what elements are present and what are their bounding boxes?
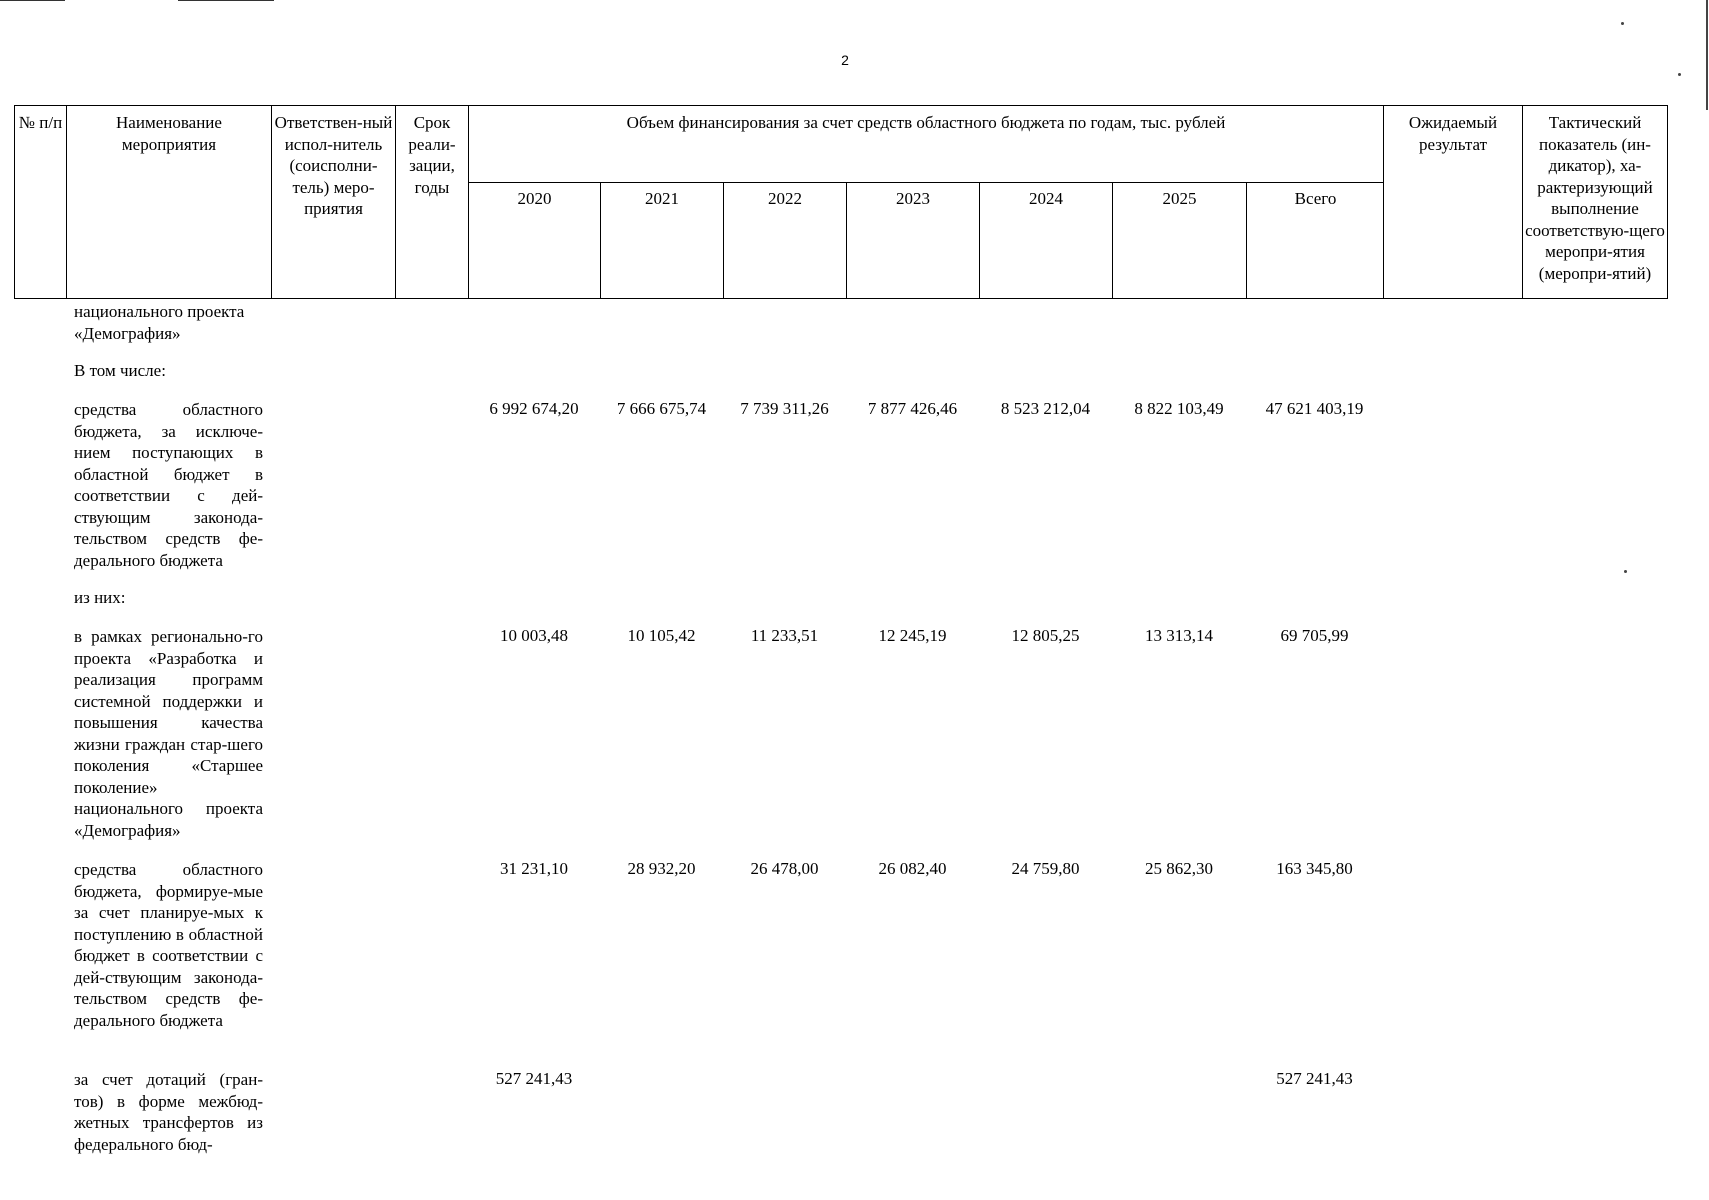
scan-speck [1624, 570, 1627, 573]
value-2024: 12 805,25 [1011, 626, 1080, 645]
row-name: национального проекта «Демография» [74, 302, 245, 343]
row-name: в рамках регионально-го проекта «Разработка и реализация программ системной поддержки и повышения качества жизни граждан стар-шего поколения «Старшее поколение» национального проекта «Демография» [74, 627, 263, 840]
value-total: 47 621 403,19 [1265, 399, 1364, 418]
header-year-2024: 2024 [980, 183, 1113, 298]
header-year-2020: 2020 [469, 183, 601, 298]
header-col-term: Срок реали-зации, годы [396, 106, 469, 298]
header-col-name: Наименование мероприятия [67, 106, 272, 298]
value-total: 163 345,80 [1276, 859, 1353, 878]
row-name: за счет дотаций (гран-тов) в форме межбюд-жетных трансфертов из федерального бюд- [74, 1070, 263, 1154]
value-2025: 25 862,30 [1145, 859, 1213, 878]
row-name: средства областного бюджета, формируе-мые за счет планируе-мых к поступлению в областной бюджет в соответствии с дей-ствующим законода-тельством средств фе-дерального бюджета [74, 860, 263, 1030]
header-col-funding: Объем финансирования за счет средств областного бюджета по годам, тыс. рублей [469, 106, 1383, 183]
value-total: 69 705,99 [1280, 626, 1349, 645]
value-2021: 10 105,42 [627, 626, 696, 645]
header-col-executor: Ответствен-ный испол-нитель (соисполни-тель) меро-приятия [272, 106, 396, 298]
value-2024: 8 523 212,04 [1000, 399, 1091, 418]
value-2025: 13 313,14 [1145, 626, 1213, 645]
row-name: из них: [74, 588, 126, 607]
row-name: В том числе: [74, 361, 166, 380]
value-2022: 7 739 311,26 [740, 399, 829, 418]
value-2024: 24 759,80 [1011, 859, 1080, 878]
header-col-no: № п/п [15, 106, 67, 298]
header-year-2023: 2023 [847, 183, 980, 298]
scan-line [178, 0, 274, 1]
value-2020: 31 231,10 [500, 859, 568, 878]
header-year-2021: 2021 [601, 183, 724, 298]
header-year-2025: 2025 [1113, 183, 1247, 298]
value-2023: 12 245,19 [878, 626, 947, 645]
value-2023: 26 082,40 [878, 859, 947, 878]
header-year-2022: 2022 [724, 183, 847, 298]
value-2021: 7 666 675,74 [616, 399, 707, 418]
value-2022: 26 478,00 [750, 859, 819, 878]
value-2025: 8 822 103,49 [1134, 399, 1224, 418]
header-col-result: Ожидаемый результат [1384, 106, 1523, 298]
value-2021: 28 932,20 [627, 859, 696, 878]
header-col-funding-group [469, 106, 1384, 298]
value-total: 527 241,43 [1276, 1069, 1353, 1088]
header-year-total: Всего [1294, 189, 1337, 208]
scan-line [0, 0, 65, 1]
value-2023: 7 877 426,46 [867, 399, 958, 418]
page-number: 2 [841, 52, 849, 68]
page-edge [1706, 0, 1708, 110]
row-name: средства областного бюджета, за исключе-нием поступающих в областной бюджет в соответствии с дей-ствующим законода-тельством средств фе-дерального бюджета [74, 400, 263, 570]
header-col-indicator: Тактический показатель (ин-дикатор), ха-рактеризующий выполнение соответствую-щего меропри-ятия (меропри-ятий) [1525, 113, 1665, 283]
value-2020: 527 241,43 [495, 1069, 573, 1088]
table-header [14, 105, 1668, 299]
value-2022: 11 233,51 [750, 626, 819, 645]
value-2020: 6 992 674,20 [489, 399, 579, 418]
value-2020: 10 003,48 [500, 626, 568, 645]
scan-speck [1621, 22, 1624, 25]
scan-speck [1678, 73, 1681, 76]
